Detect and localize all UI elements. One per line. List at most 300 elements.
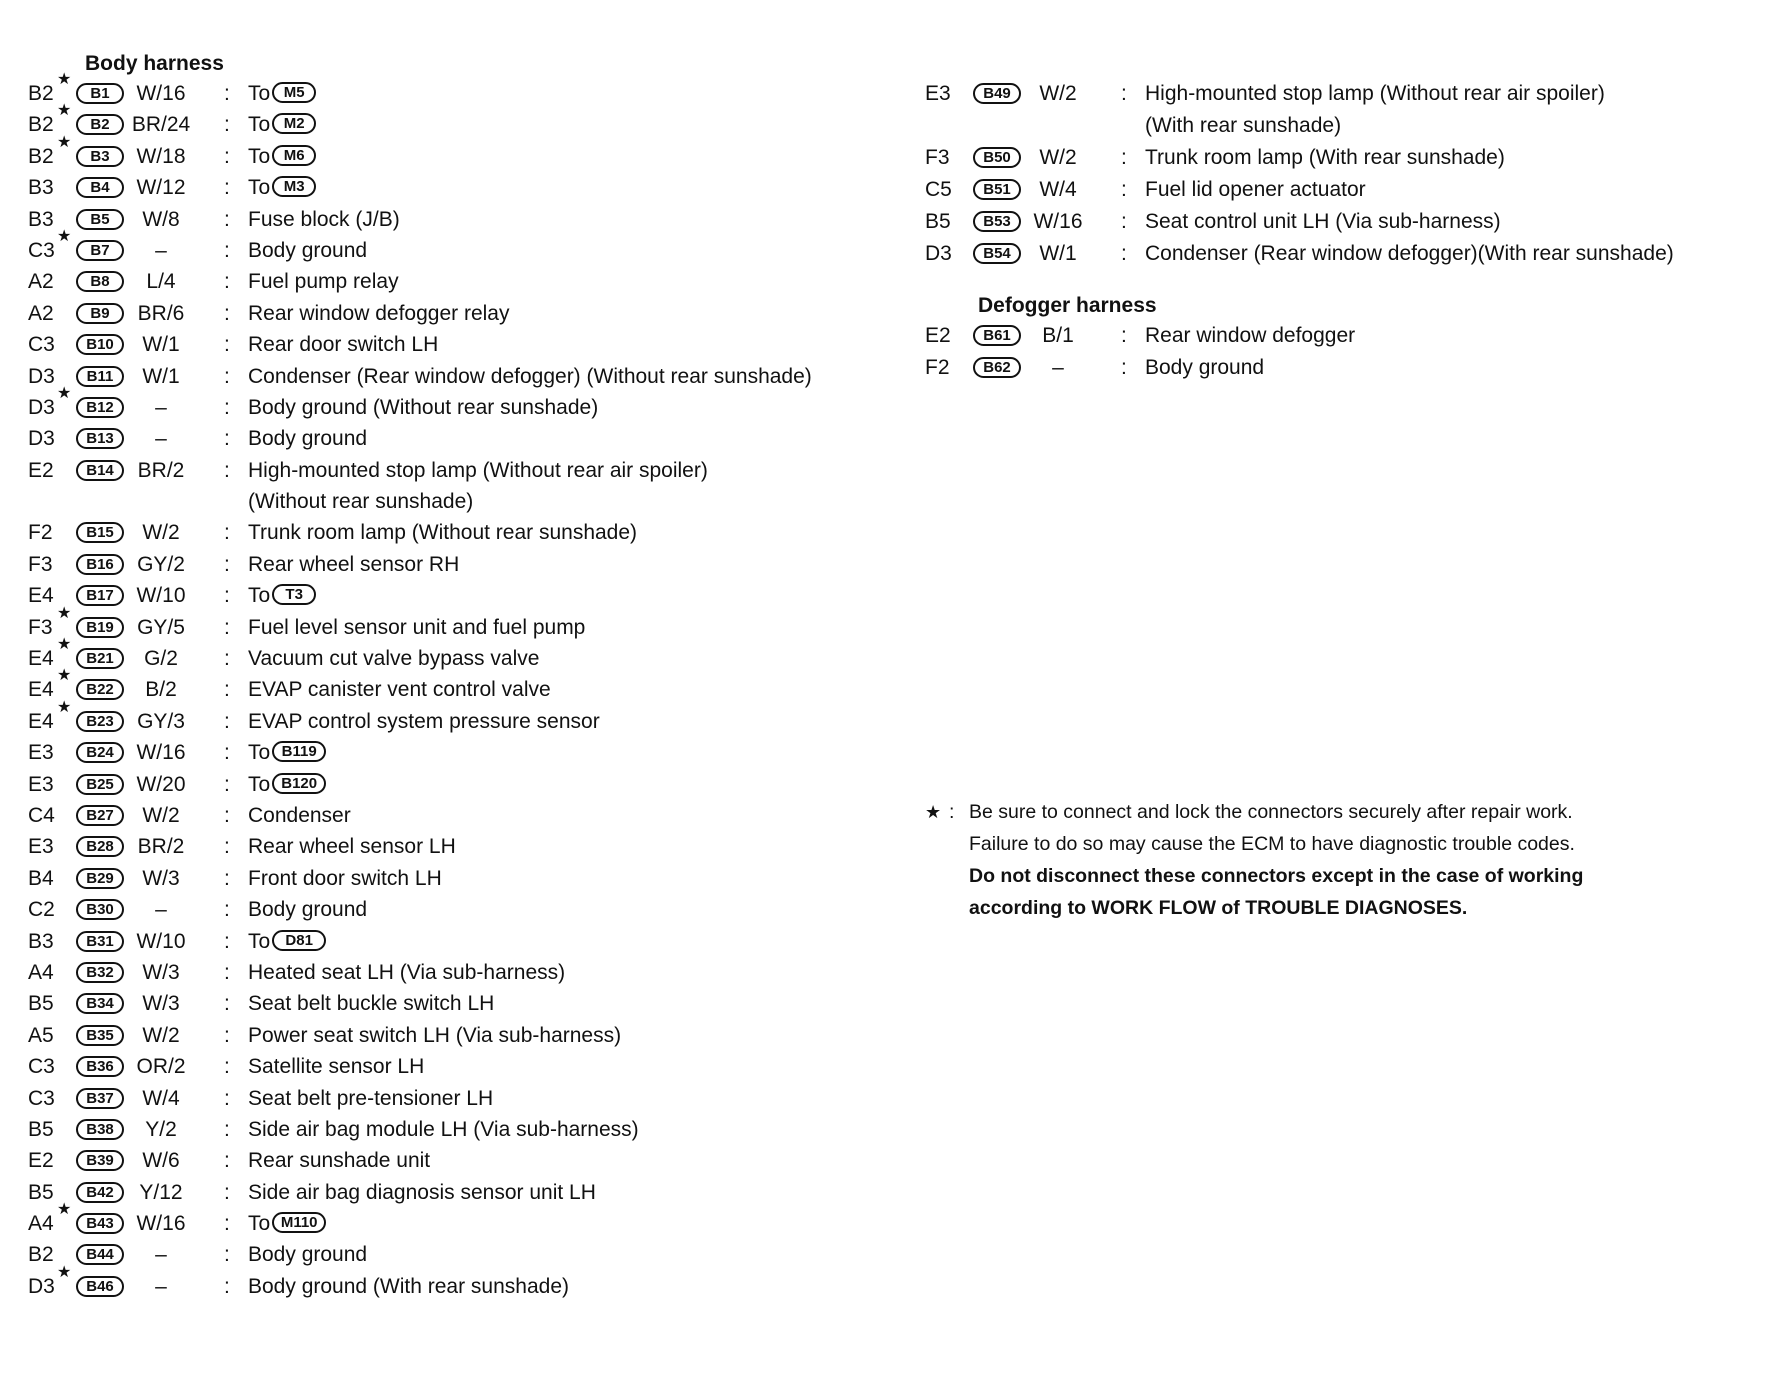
- connector-badge: B61: [973, 325, 1021, 346]
- colon-separator: :: [1121, 324, 1127, 347]
- connector-badge: B1: [76, 83, 124, 104]
- wire-spec: W/1: [142, 364, 180, 388]
- connector-description: [248, 894, 367, 925]
- grid-location: A4: [28, 1212, 54, 1236]
- description-text: Seat belt buckle switch LH: [248, 992, 495, 1016]
- grid-location: D3: [28, 427, 55, 451]
- description-text: To: [248, 741, 271, 765]
- connector-description: [248, 1083, 493, 1114]
- grid-location: B2: [28, 1243, 54, 1267]
- connector-description: [248, 926, 326, 957]
- connector-badge: B8: [76, 271, 124, 292]
- grid-location: F3: [925, 146, 950, 169]
- grid-location: E2: [925, 324, 951, 347]
- description-text: To: [248, 1212, 271, 1236]
- connector-row: [28, 204, 888, 235]
- connector-description: [248, 988, 494, 1019]
- wire-spec: W/18: [136, 144, 186, 168]
- connector-row: [925, 352, 1725, 384]
- colon-separator: :: [224, 929, 230, 953]
- description-text: Condenser: [248, 804, 351, 827]
- wire-spec: W/3: [142, 866, 180, 890]
- wire-spec: B/1: [1042, 324, 1074, 347]
- description-text: To: [248, 176, 271, 200]
- connector-badge: B12: [76, 397, 124, 418]
- wire-spec: –: [155, 395, 167, 419]
- colon-separator: :: [224, 584, 230, 608]
- connector-badge: B51: [973, 179, 1021, 200]
- wire-spec: –: [1052, 356, 1064, 379]
- description-text: Fuel pump relay: [248, 270, 399, 294]
- connector-badge: B7: [76, 240, 124, 261]
- connector-badge: B5: [76, 209, 124, 230]
- grid-location: E4: [28, 584, 54, 608]
- colon-separator: :: [224, 615, 230, 639]
- connector-row: [28, 517, 888, 548]
- description-text: Condenser (Rear window defogger)(With rear sunshade): [1145, 242, 1674, 265]
- connector-badge: B50: [973, 147, 1021, 168]
- connector-row: [28, 737, 888, 768]
- description-text: To: [248, 584, 271, 608]
- description-text: Body ground: [248, 1243, 368, 1267]
- defogger-harness-list: [925, 320, 1725, 384]
- connector-description: [248, 392, 598, 423]
- wire-spec: W/4: [1039, 178, 1077, 201]
- wire-spec: W/3: [142, 992, 180, 1016]
- description-text: Rear wheel sensor RH: [248, 552, 460, 576]
- target-connector-badge: B120: [272, 773, 326, 794]
- colon-separator: :: [224, 804, 230, 827]
- connector-row: [28, 1020, 888, 1051]
- wire-spec: GY/2: [137, 552, 185, 576]
- body-harness-list: [28, 71, 888, 1302]
- grid-location: B3: [28, 207, 54, 231]
- left-column: [28, 50, 888, 1302]
- star-icon: ★: [57, 227, 72, 245]
- connector-badge: B29: [76, 868, 124, 889]
- target-connector-badge: M5: [272, 82, 316, 103]
- description-text: Trunk room lamp (With rear sunshade): [1145, 146, 1505, 169]
- connector-badge: B2: [76, 114, 124, 135]
- connector-badge: B31: [76, 931, 124, 952]
- colon-separator: :: [224, 866, 230, 890]
- star-icon: ★: [925, 802, 942, 822]
- connector-badge: B24: [76, 742, 124, 763]
- colon-separator: :: [224, 835, 230, 859]
- description-text: Body ground (Without rear sunshade): [248, 395, 599, 419]
- wire-spec: OR/2: [136, 1055, 186, 1079]
- connector-description: [248, 109, 316, 140]
- connector-description: [248, 580, 316, 611]
- colon-separator: :: [224, 1212, 230, 1236]
- wire-spec: –: [155, 1274, 167, 1298]
- colon-separator: :: [1121, 146, 1127, 169]
- grid-location: E3: [28, 772, 54, 796]
- wire-spec: W/2: [142, 1023, 180, 1047]
- wire-spec: W/12: [136, 176, 186, 200]
- connector-row: [28, 71, 888, 109]
- description-text: Fuel level sensor unit and fuel pump: [248, 615, 586, 639]
- connector-row: [28, 455, 888, 518]
- description-text: Seat belt pre-tensioner LH: [248, 1086, 494, 1110]
- connector-row: [28, 1083, 888, 1114]
- description-text: Side air bag module LH (Via sub-harness): [248, 1117, 639, 1141]
- connector-description: [1145, 206, 1501, 238]
- connector-row: [28, 1145, 888, 1176]
- body-harness-list-continued: [925, 78, 1725, 270]
- wire-spec: –: [155, 427, 167, 451]
- grid-location: A4: [28, 960, 54, 984]
- connector-description: [248, 1271, 569, 1302]
- body-harness-title: Body harness: [85, 52, 224, 75]
- grid-location: A5: [28, 1023, 54, 1047]
- connector-description: [248, 1020, 621, 1051]
- connector-badge: B22: [76, 679, 124, 700]
- connector-row: [925, 78, 1725, 142]
- connector-description: [248, 361, 812, 392]
- connector-row: [28, 423, 888, 454]
- target-connector-badge: D81: [272, 930, 326, 951]
- description-text: High-mounted stop lamp (Without rear air spoiler): [248, 458, 708, 482]
- connector-description: [248, 266, 399, 297]
- wire-spec: W/6: [142, 1149, 180, 1173]
- target-connector-badge: M6: [272, 145, 316, 166]
- description-text: Rear window defogger relay: [248, 301, 510, 325]
- connector-description: [248, 863, 442, 894]
- connector-row: [28, 1177, 888, 1208]
- connector-row: [28, 298, 888, 329]
- connector-description: [248, 706, 600, 737]
- connector-row: [28, 361, 888, 392]
- connector-description: [248, 643, 539, 674]
- colon-separator: :: [224, 772, 230, 796]
- colon-separator: :: [224, 552, 230, 576]
- connector-badge: B39: [76, 1150, 124, 1171]
- description-text: Seat control unit LH (Via sub-harness): [1145, 210, 1501, 233]
- connector-description: [1145, 238, 1674, 270]
- connector-description: [248, 1051, 424, 1082]
- connector-badge: B42: [76, 1182, 124, 1203]
- colon-separator: :: [224, 1086, 230, 1110]
- connector-badge: B44: [76, 1244, 124, 1265]
- grid-location: B3: [28, 929, 54, 953]
- connector-badge: B62: [973, 357, 1021, 378]
- grid-location: B5: [28, 992, 54, 1016]
- connector-description: [248, 1145, 430, 1176]
- connector-row: [28, 172, 888, 203]
- connector-badge: B38: [76, 1119, 124, 1140]
- grid-location: E3: [28, 835, 54, 859]
- colon-separator: :: [224, 333, 230, 357]
- connector-row: [28, 988, 888, 1019]
- note-line-bold: Do not disconnect these connectors except in the case of working: [969, 865, 1584, 887]
- connector-row: [28, 1051, 888, 1082]
- description-text: Body ground: [248, 238, 368, 262]
- star-icon: ★: [57, 604, 72, 622]
- connector-row: [28, 769, 888, 800]
- note-body: [969, 796, 1705, 924]
- wire-spec: L/4: [146, 270, 176, 294]
- connector-row: [925, 320, 1725, 352]
- target-connector-badge: M3: [272, 176, 316, 197]
- wire-spec: BR/24: [131, 113, 191, 137]
- description-text: Body ground: [248, 427, 368, 451]
- wire-spec: Y/12: [139, 1180, 183, 1204]
- connector-description: [1145, 174, 1366, 206]
- wire-spec: Y/2: [145, 1117, 177, 1141]
- connector-description: [248, 1177, 596, 1208]
- colon-separator: :: [1121, 82, 1127, 105]
- connector-badge: B32: [76, 962, 124, 983]
- grid-location: C3: [28, 1055, 55, 1079]
- wire-spec: W/2: [1039, 146, 1077, 169]
- connector-row: [28, 102, 888, 140]
- description-text: Rear wheel sensor LH: [248, 835, 456, 859]
- connector-description: [248, 800, 351, 831]
- connector-row: [28, 1263, 888, 1302]
- colon-separator: :: [224, 113, 230, 137]
- description-text: Satellite sensor LH: [248, 1055, 425, 1079]
- grid-location: E4: [28, 678, 54, 702]
- connector-description: [248, 204, 400, 235]
- colon-separator: :: [1121, 178, 1127, 201]
- connector-badge: B15: [76, 522, 124, 543]
- colon-separator: :: [224, 207, 230, 231]
- wire-spec: W/8: [142, 207, 180, 231]
- connector-row: [28, 957, 888, 988]
- wire-spec: W/3: [142, 960, 180, 984]
- target-connector-badge: M2: [272, 113, 316, 134]
- wire-spec: W/1: [142, 333, 180, 357]
- colon-separator: :: [1121, 210, 1127, 233]
- connector-row: [28, 1239, 888, 1270]
- connector-description: [1145, 142, 1505, 174]
- defogger-harness-title: Defogger harness: [978, 294, 1157, 317]
- connector-description: [248, 517, 637, 548]
- connector-row: [28, 800, 888, 831]
- wire-spec: GY/5: [137, 615, 185, 639]
- grid-location: E4: [28, 647, 54, 671]
- connector-row: [925, 206, 1725, 238]
- connector-badge: B17: [76, 585, 124, 606]
- connector-badge: B30: [76, 899, 124, 920]
- note-line-bold: according to WORK FLOW of TROUBLE DIAGNOSES.: [969, 897, 1468, 919]
- target-connector-badge: M110: [272, 1212, 326, 1233]
- connector-badge: B46: [76, 1276, 124, 1297]
- grid-location: D3: [28, 364, 55, 388]
- connector-badge: B9: [76, 303, 124, 324]
- target-connector-badge: T3: [272, 584, 316, 605]
- description-text: Rear window defogger: [1145, 324, 1356, 347]
- grid-location: C4: [28, 804, 55, 827]
- grid-location: F3: [28, 615, 53, 639]
- connector-row: [28, 580, 888, 611]
- connector-row: [28, 384, 888, 423]
- description-text: To: [248, 929, 271, 953]
- wire-spec: W/10: [136, 929, 186, 953]
- description-text: To: [248, 82, 271, 105]
- connector-badge: B43: [76, 1213, 124, 1234]
- star-icon: ★: [57, 636, 72, 654]
- grid-location: A2: [28, 270, 54, 294]
- colon-separator: :: [224, 395, 230, 419]
- description-text: Heated seat LH (Via sub-harness): [248, 960, 566, 984]
- grid-location: E4: [28, 709, 54, 733]
- description-text: To: [248, 144, 271, 168]
- connector-row: [28, 831, 888, 862]
- connector-description: [248, 455, 708, 486]
- grid-location: A2: [28, 301, 54, 325]
- description-text-continued: (With rear sunshade): [1145, 114, 1342, 137]
- colon-separator: :: [224, 1023, 230, 1047]
- grid-location: E2: [28, 458, 54, 482]
- star-icon: ★: [57, 667, 72, 685]
- grid-location: B2: [28, 144, 54, 168]
- wire-spec: W/2: [142, 521, 180, 545]
- grid-location: D3: [28, 1274, 55, 1298]
- grid-location: C3: [28, 238, 55, 262]
- description-text: Fuel lid opener actuator: [1145, 178, 1366, 201]
- colon-separator: :: [224, 960, 230, 984]
- grid-location: B2: [28, 82, 54, 105]
- colon-separator: :: [224, 82, 230, 105]
- wire-spec: W/4: [142, 1086, 180, 1110]
- connector-row: [28, 266, 888, 297]
- connector-badge: B49: [973, 83, 1021, 104]
- colon-separator: :: [224, 1149, 230, 1173]
- colon-separator: :: [224, 1055, 230, 1079]
- connector-row: [925, 142, 1725, 174]
- note-line: Failure to do so may cause the ECM to have diagnostic trouble codes.: [969, 833, 1575, 855]
- connector-row: [925, 174, 1725, 206]
- grid-location: C5: [925, 178, 952, 201]
- connector-badge: B13: [76, 428, 124, 449]
- connector-description: [248, 1114, 639, 1145]
- description-text: To: [248, 772, 271, 796]
- caution-note: [925, 796, 1705, 924]
- colon-separator: :: [1121, 242, 1127, 265]
- wire-spec: GY/3: [137, 709, 185, 733]
- connector-row: [28, 1201, 888, 1239]
- connector-badge: B23: [76, 711, 124, 732]
- connector-description: [248, 78, 316, 109]
- connector-badge: B4: [76, 177, 124, 198]
- connector-description: [248, 1208, 326, 1239]
- connector-badge: B21: [76, 648, 124, 669]
- wire-spec: BR/6: [137, 301, 185, 325]
- wire-spec: –: [155, 898, 167, 922]
- note-line: Be sure to connect and lock the connectors securely after repair work.: [969, 801, 1573, 823]
- connector-badge: B27: [76, 805, 124, 826]
- connector-row: [28, 698, 888, 737]
- connector-description: [248, 298, 509, 329]
- connector-badge: B19: [76, 617, 124, 638]
- connector-row: [28, 604, 888, 643]
- connector-description: [248, 141, 316, 172]
- connector-badge: B54: [973, 243, 1021, 264]
- description-text-continued: (Without rear sunshade): [248, 490, 474, 514]
- connector-description: [248, 172, 316, 203]
- connector-badge: B25: [76, 774, 124, 795]
- connector-row: [28, 636, 888, 674]
- grid-location: B4: [28, 866, 54, 890]
- grid-location: E3: [28, 741, 54, 765]
- colon-separator: :: [224, 176, 230, 200]
- connector-description: [1145, 78, 1605, 110]
- wire-spec: W/16: [136, 82, 186, 105]
- grid-location: D3: [28, 395, 55, 419]
- description-text: Body ground: [248, 898, 368, 922]
- colon-separator: :: [224, 427, 230, 451]
- connector-row: [28, 549, 888, 580]
- target-connector-badge: B119: [272, 741, 326, 762]
- description-text: EVAP control system pressure sensor: [248, 709, 600, 733]
- wire-spec: W/2: [1039, 82, 1077, 105]
- wire-spec: W/10: [136, 584, 186, 608]
- star-icon: ★: [57, 698, 72, 716]
- grid-location: D3: [925, 242, 952, 265]
- connector-description: [248, 1239, 367, 1270]
- star-icon: ★: [57, 384, 72, 402]
- wire-spec: W/16: [136, 741, 186, 765]
- wire-spec: B/2: [145, 678, 177, 702]
- connector-badge: B28: [76, 836, 124, 857]
- wire-spec: W/16: [1033, 210, 1083, 233]
- colon-separator: :: [224, 270, 230, 294]
- connector-row: [28, 894, 888, 925]
- colon-separator: :: [224, 458, 230, 482]
- colon-separator: :: [224, 647, 230, 671]
- grid-location: F2: [925, 356, 950, 379]
- grid-location: F3: [28, 552, 53, 576]
- description-text: Body ground (With rear sunshade): [248, 1274, 569, 1298]
- grid-location: E3: [925, 82, 951, 105]
- colon-separator: :: [224, 898, 230, 922]
- connector-row: [925, 238, 1725, 270]
- description-text: Side air bag diagnosis sensor unit LH: [248, 1180, 596, 1204]
- connector-description: [248, 329, 438, 360]
- wire-spec: G/2: [144, 647, 178, 671]
- connector-description: [248, 674, 551, 705]
- colon-separator: :: [224, 709, 230, 733]
- description-text: EVAP canister vent control valve: [248, 678, 551, 702]
- note-colon: :: [949, 801, 955, 823]
- wire-spec: BR/2: [137, 458, 185, 482]
- connector-badge: B16: [76, 554, 124, 575]
- connector-badge: B34: [76, 993, 124, 1014]
- connector-badge: B35: [76, 1025, 124, 1046]
- right-column: [925, 78, 1725, 384]
- connector-description: [1145, 320, 1355, 352]
- star-icon: ★: [57, 1201, 72, 1219]
- grid-location: B2: [28, 113, 54, 137]
- connector-badge: B14: [76, 460, 124, 481]
- star-icon: ★: [57, 133, 72, 151]
- colon-separator: :: [224, 1117, 230, 1141]
- connector-description: [248, 957, 565, 988]
- colon-separator: :: [224, 238, 230, 262]
- connector-badge: B37: [76, 1088, 124, 1109]
- colon-separator: :: [224, 1243, 230, 1267]
- connector-row: [28, 227, 888, 266]
- connector-description: [248, 235, 367, 266]
- description-text: Vacuum cut valve bypass valve: [248, 647, 540, 671]
- colon-separator: :: [224, 364, 230, 388]
- grid-location: B3: [28, 176, 54, 200]
- description-text: High-mounted stop lamp (Without rear air spoiler): [1145, 82, 1605, 105]
- grid-location: C2: [28, 898, 55, 922]
- colon-separator: :: [224, 301, 230, 325]
